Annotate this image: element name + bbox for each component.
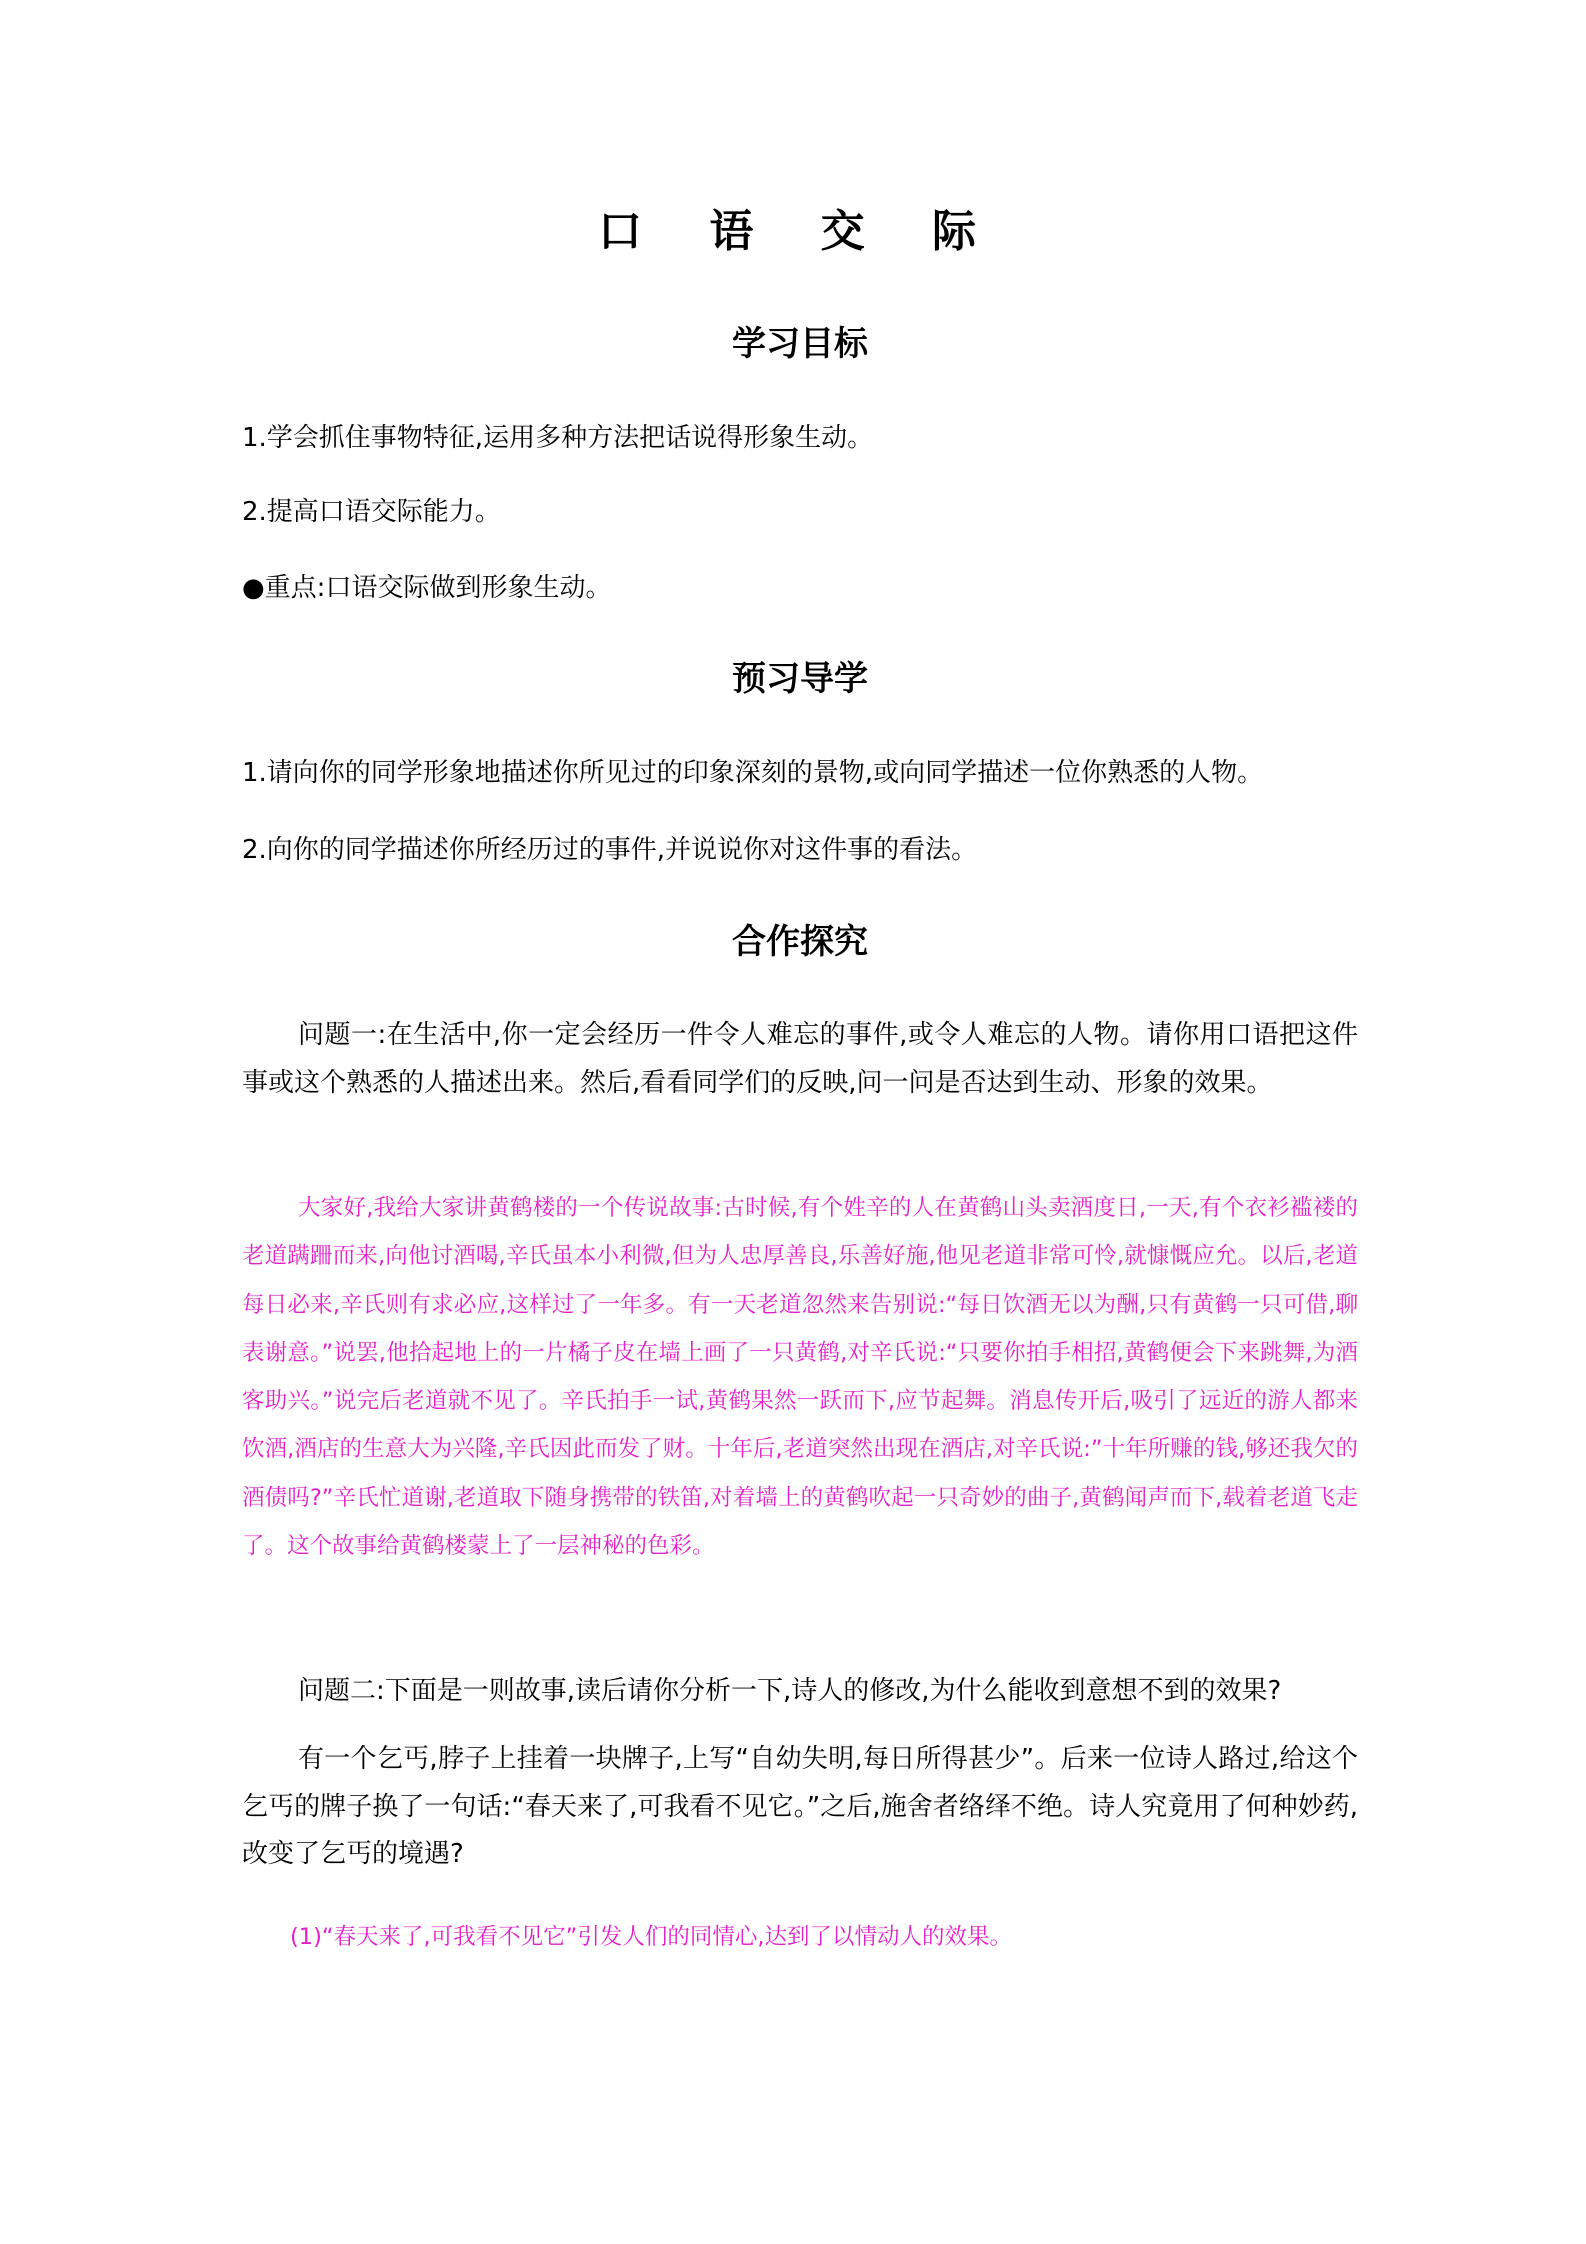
- section-heading-preview: 预习导学: [732, 659, 868, 699]
- preview-item-1: 1.请向你的同学形象地描述你所见过的印象深刻的景物,或向同学描述一位你熟悉的人物。: [242, 758, 1264, 788]
- question-1: 问题一:在生活中,你一定会经历一件令人难忘的事件,或令人难忘的人物。请你用口语把这件事或这个熟悉的人描述出来。然后,看看同学们的反映,问一问是否达到生动、形象的效果。: [242, 1020, 1358, 1098]
- beggar-story: 有一个乞丐,脖子上挂着一块牌子,上写“自幼失明,每日所得甚少”。后来一位诗人路过,给这个乞丐的牌子换了一句话:“春天来了,可我看不见它。”之后,施舍者络绎不绝。诗人究竟用了何种妙药,改变了乞丐的境遇?: [242, 1744, 1358, 1869]
- page-title: 口 语 交 际: [598, 206, 1002, 257]
- answer-1-story: 大家好,我给大家讲黄鹤楼的一个传说故事:古时候,有个姓辛的人在黄鹤山头卖酒度日,一天,有个衣衫褴褛的老道蹒跚而来,向他讨酒喝,辛氏虽本小利微,但为人忠厚善良,乐善好施,他见老道非常可怜,就慷慨应允。以后,老道每日必来,辛氏则有求必应,这样过了一年多。有一天老道忽然来告别说:“每日饮酒无以为酬,只有黄鹤一只可借,聊表谢意。”说罢,他拾起地上的一片橘子皮在墙上画了一只黄鹤,对辛氏说:“只要你拍手相招,黄鹤便会下来跳舞,为酒客助兴。”说完后老道就不见了。辛氏拍手一试,黄鹤果然一跃而下,应节起舞。消息传开后,吸引了远近的游人都来饮酒,酒店的生意大为兴隆,辛氏因此而发了财。十年后,老道突然出现在酒店,对辛氏说:”十年所赚的钱,够还我欠的酒债吗?”辛氏忙道谢,老道取下随身携带的铁笛,对着墙上的黄鹤吹起一只奇妙的曲子,黄鹤闻声而下,载着老道飞走了。这个故事给黄鹤楼蒙上了一层神秘的色彩。: [242, 1195, 1358, 1560]
- preview-item-2: 2.向你的同学描述你所经历过的事件,并说说你对这件事的看法。: [242, 835, 978, 865]
- goal-item-1: 1.学会抓住事物特征,运用多种方法把话说得形象生动。: [242, 423, 874, 453]
- goal-item-2: 2.提高口语交际能力。: [242, 497, 501, 527]
- goal-key-point: ●重点:口语交际做到形象生动。: [242, 573, 612, 603]
- answer-2: (1)“春天来了,可我看不见它”引发人们的同情心,达到了以情动人的效果。: [290, 1924, 1012, 1950]
- section-heading-explore: 合作探究: [732, 922, 868, 962]
- section-heading-goals: 学习目标: [732, 324, 868, 364]
- question-2: 问题二:下面是一则故事,读后请你分析一下,诗人的修改,为什么能收到意想不到的效果?: [298, 1676, 1282, 1706]
